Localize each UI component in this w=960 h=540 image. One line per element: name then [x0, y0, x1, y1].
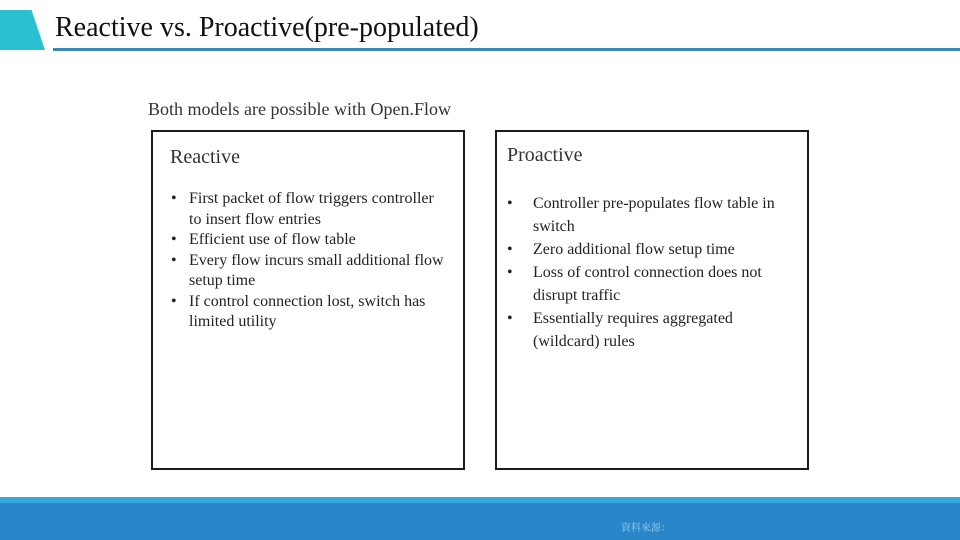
bullet-dot-icon: • [171, 190, 177, 207]
bullet-dot-icon: • [171, 231, 177, 248]
footer-highlight-strip [0, 497, 960, 503]
list-item: • First packet of flow triggers controller to insert flow entries [171, 190, 434, 228]
list-item: • Zero additional flow setup time [505, 238, 795, 261]
slide-subtitle: Both models are possible with Open.Flow [148, 99, 451, 119]
reactive-box [151, 130, 465, 470]
list-item: • Controller pre-populates flow table in switch [505, 192, 795, 238]
bullet-dot-icon: • [507, 241, 513, 258]
slide-title: Reactive vs. Proactive(pre-populated) [55, 12, 479, 43]
proactive-bullet-list [505, 192, 795, 353]
list-item: • Efficient use of flow table [169, 230, 449, 251]
bullet-dot-icon: • [507, 264, 513, 281]
bullet-dot-icon: • [171, 292, 177, 310]
bullet-dot-icon: • [171, 251, 177, 269]
title-underline [53, 48, 960, 51]
list-item: • Every flow incurs small additional flow setup time [171, 251, 444, 289]
proactive-box-title: Proactive [507, 144, 583, 166]
reactive-bullet-list [169, 189, 449, 333]
bullet-dot-icon: • [507, 310, 513, 327]
footer-bar [0, 497, 960, 540]
footer-source-note: 資料來源： [621, 523, 671, 534]
bullet-dot-icon: • [507, 195, 513, 212]
list-item: • Loss of control connection does not disrupt traffic [505, 261, 795, 307]
proactive-box [495, 130, 809, 470]
title-accent-shape [0, 10, 45, 50]
reactive-box-title: Reactive [170, 146, 240, 168]
list-item: • If control connection lost, switch has limited utility [171, 292, 426, 330]
list-item: • Essentially requires aggregated (wildcard) rules [505, 307, 795, 353]
